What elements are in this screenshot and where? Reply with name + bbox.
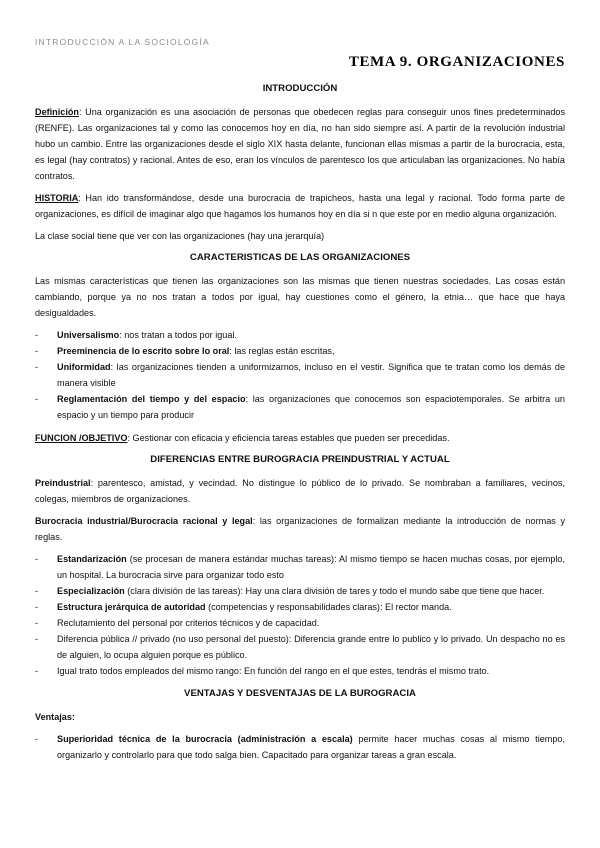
paragraph-historia: [35, 190, 565, 222]
paragraph-preindustrial: [35, 475, 565, 507]
running-header: INTRODUCCIÓN A LA SOCIOLOGÍA: [35, 37, 210, 47]
item-label: Superioridad técnica de la burocracia (administración a escala): [57, 734, 353, 744]
definicion-label: Definición: [35, 107, 79, 117]
item-text: Igual trato todos empleados del mismo rango: En función del rango en el que estes, tendrás el mismo trato.: [57, 666, 490, 676]
industrial-label: Burocracia industrial/Burocracia racional y legal: [35, 516, 253, 526]
item-label: Estandarización: [57, 554, 127, 564]
list-item: - Igual trato todos empleados del mismo rango: En función del rango en el que estes, tendrás el mismo trato.: [35, 666, 490, 676]
paragraph-clase-social: La clase social tiene que ver con las organizaciones (hay una jerarquía): [35, 231, 325, 241]
list-item: - Estandarización (se procesan de manera estándar muchas tareas): Al mismo tiempo se hacen muchas cosas, por ejemplo, un hospital. La burocracia sirve para organizar todo esto: [35, 554, 565, 580]
item-text: : nos tratan a todos por igual.: [119, 330, 237, 340]
preindustrial-label: Preindustrial: [35, 478, 91, 488]
list-item: - Reclutamiento del personal por criterios técnicos y de capacidad.: [35, 618, 320, 628]
item-text: : las reglas están escritas,: [229, 346, 335, 356]
paragraph-funcion: [35, 430, 565, 446]
chapter-title: TEMA 9. ORGANIZACIONES: [348, 54, 565, 70]
list-item: - Universalismo: nos tratan a todos por igual.: [35, 330, 237, 340]
item-text: (clara división de las tareas): Hay una clara división de tares y todo el mundo sabe que tiene que hacer.: [124, 586, 545, 596]
item-label: Uniformidad: [57, 362, 111, 372]
definicion-text: : Una organización es una asociación de personas que obedecen reglas para conseguir unos fines predeterminados (RENFE). Las organizaciones tal y como las conocemos hoy en día, no han sido siempre así. A partir de la revolución industrial hubo un cambio. Entre las organizaciones desde el siglo XIX hasta delante, funcionan ellas mismas a partir de la burocracia, esta, es legal (hay contratos) y racional. Antes de eso, eran los vínculos de parentesco los que articulaban las organizaciones. No había contratos.: [35, 107, 565, 181]
section-heading-ventajas: VENTAJAS Y DESVENTAJAS DE LA BUROGRACIA: [184, 688, 416, 699]
paragraph-definicion: [35, 104, 565, 184]
item-text: Diferencia pública // privado (no uso personal del puesto): Diferencia grande entre lo publico y lo privado. Un despacho no es de alguien, lo ocupa alguien porque es público.: [57, 634, 565, 660]
item-text: permite hacer muchas cosas al mismo tiempo, organizarlo y controlarlo para que todo salga bien. Capacitado para organizar tareas a gran escala.: [57, 734, 566, 760]
document-body: [35, 81, 565, 770]
ventajas-label: Ventajas:: [35, 712, 75, 722]
list-item: - Superioridad técnica de la burocracia (administración a escala) permite hacer muchas cosas al mismo tiempo, organizarlo y controlarlo para que todo salga bien. Capacitado para organizar tareas a gran escala.: [35, 734, 566, 760]
list-item: - Estructura jerárquica de autoridad (competencias y responsabilidades claras): El rector manda.: [35, 602, 452, 612]
item-text: : las organizaciones que conocemos son espaciotemporales. Se arbitra un espacio y un tiempo para producir: [57, 394, 565, 420]
item-label: Preeminencia de lo escrito sobre lo oral: [57, 346, 230, 356]
paragraph-industrial: [35, 513, 565, 545]
section-heading-caracteristicas: CARACTERISTICAS DE LAS ORGANIZACIONES: [189, 252, 411, 263]
item-label: Especialización: [57, 586, 125, 596]
funcion-text: : Gestionar con eficacia y eficiencia tareas estables que pueden ser precedidas.: [127, 433, 450, 443]
item-text: Reclutamiento del personal por criterios técnicos y de capacidad.: [57, 618, 320, 628]
item-label: Estructura jerárquica de autoridad: [57, 602, 206, 612]
historia-text: : Han ido transformándose, desde una burocracia de trapicheos, hasta una legal y racional. Todo forma parte de organizaciones, es difícil de imaginar algo que hagamos los humanos hoy en día si n que este por en medio alguna organización.: [35, 193, 565, 219]
paragraph-caracteristicas: Las mismas características que tienen las organizaciones son las mismas que tienen nuestras sociedades. Las cosas están cambiando, porque ya no nos tratan a todos por igual, hay cuestiones como el género, la etnia… que hace que haya desigualdades.: [35, 276, 565, 318]
item-label: Reglamentación del tiempo y del espacio: [57, 394, 246, 404]
list-item: - Reglamentación del tiempo y del espacio: las organizaciones que conocemos son espaciotemporales. Se arbitra un espacio y un tiempo para producir: [35, 394, 565, 420]
section-heading-diferencias: DIFERENCIAS ENTRE BUROGRACIA PREINDUSTRIAL Y ACTUAL: [150, 454, 450, 465]
item-text: : las organizaciones tienden a uniformizarnos, incluso en el vestir. Significa que te tratan como los demás de manera visible: [57, 362, 565, 388]
list-item: - Preeminencia de lo escrito sobre lo oral: las reglas están escritas,: [35, 346, 335, 356]
list-item: - Uniformidad: las organizaciones tienden a uniformizarnos, incluso en el vestir. Significa que te tratan como los demás de manera visible: [35, 362, 565, 388]
caracteristicas-list: [35, 327, 565, 423]
industrial-text: : las organizaciones de formalizan mediante la introducción de normas y reglas.: [35, 516, 565, 542]
diferencias-list: [35, 551, 565, 679]
section-heading-introduccion: INTRODUCCIÓN: [262, 83, 338, 94]
list-item: - Especialización (clara división de las tareas): Hay una clara división de tares y todo el mundo sabe que tiene que hacer.: [35, 586, 545, 596]
item-text: (se procesan de manera estándar muchas tareas): Al mismo tiempo se hacen muchas cosas, por ejemplo, un hospital. La burocracia sirve para organizar todo esto: [57, 554, 565, 580]
preindustrial-text: : parentesco, amistad, y vecindad. No distingue lo público de lo privado. Se nombraban a familiares, vecinos, colegas, miembros de organizaciones.: [35, 478, 565, 504]
historia-label: HISTORIA: [35, 193, 79, 203]
list-item: - Diferencia pública // privado (no uso personal del puesto): Diferencia grande entre lo publico y lo privado. Un despacho no es de alguien, lo ocupa alguien porque es público.: [35, 634, 565, 660]
item-label: Universalismo: [57, 330, 120, 340]
ventajas-list: [35, 731, 565, 763]
funcion-label: FUNCION /OBJETIVO: [35, 433, 128, 443]
item-text: (competencias y responsabilidades claras): El rector manda.: [205, 602, 452, 612]
